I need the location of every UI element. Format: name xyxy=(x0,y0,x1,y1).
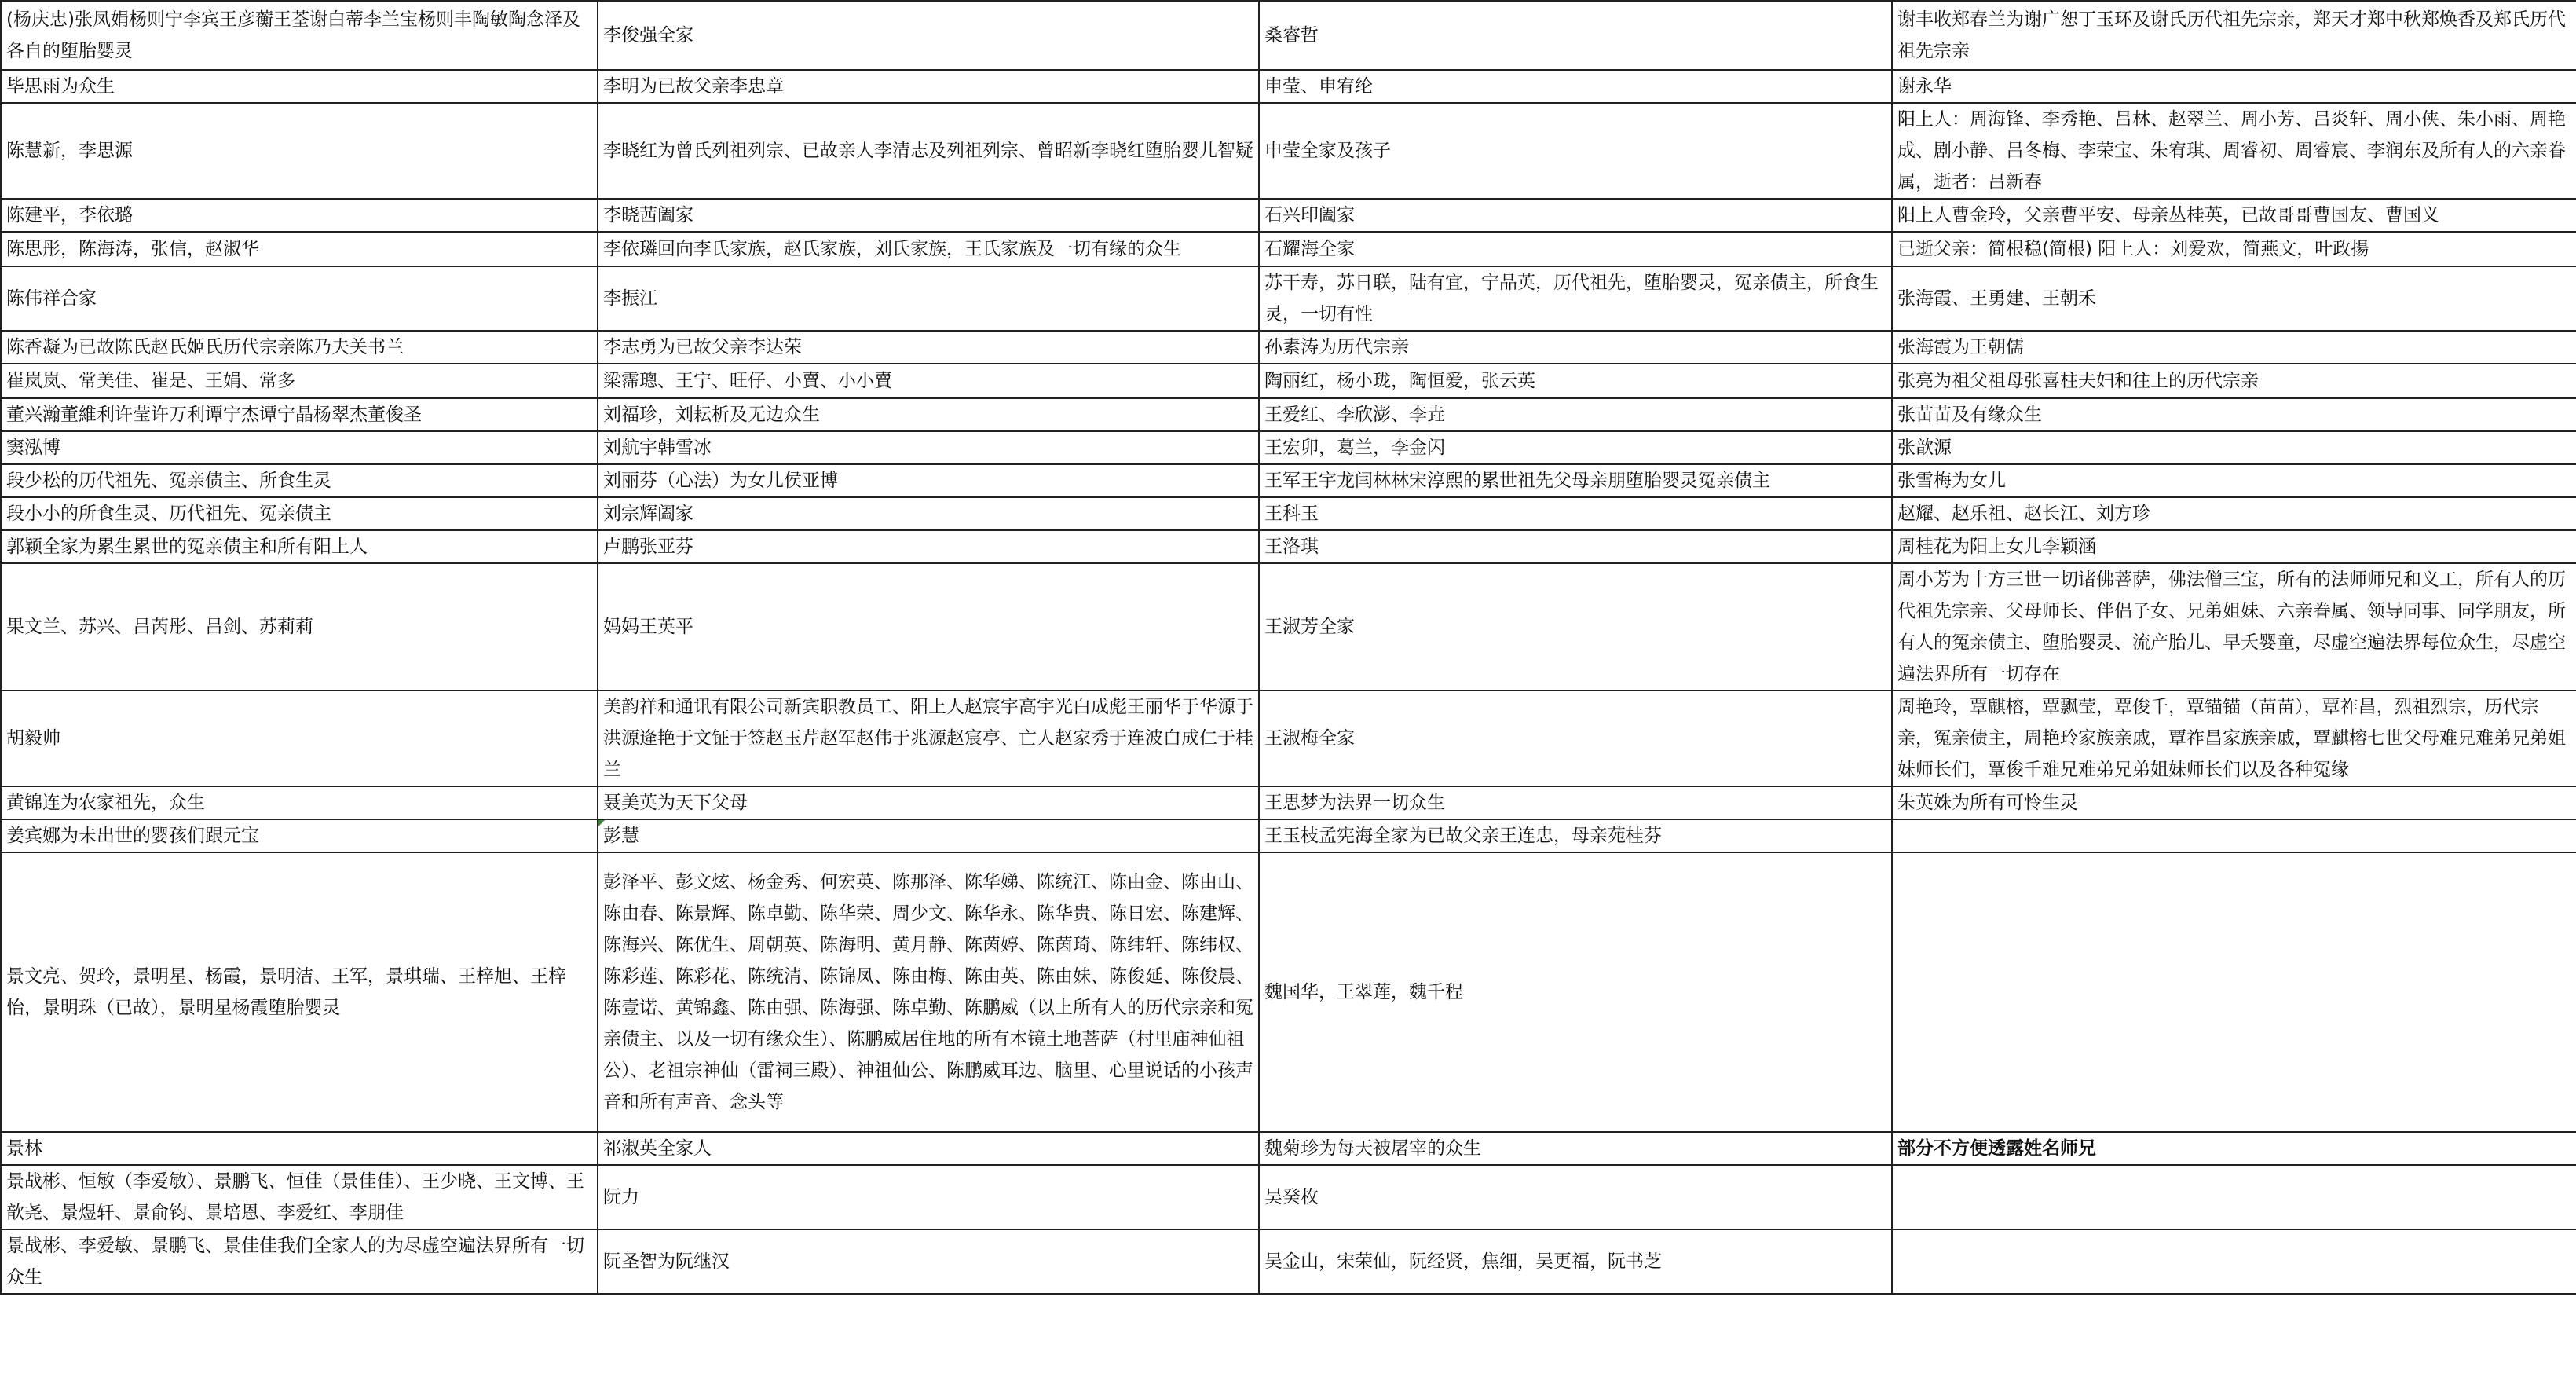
table-cell[interactable]: 卢鹏张亚芬 xyxy=(598,530,1259,563)
table-row xyxy=(1,852,2576,1132)
table-cell[interactable]: 王淑梅全家 xyxy=(1259,690,1892,786)
table-cell[interactable]: 阳上人：周海锋、李秀艳、吕林、赵翠兰、周小芳、吕炎轩、周小侠、朱小雨、周艳成、剧小静、吕冬梅、李荣宝、朱宥琪、周睿初、周睿宸、李润东及所有人的六亲眷属，逝者：吕新春 xyxy=(1892,103,2576,199)
table-cell[interactable]: 王军王宇龙闫林林宋淳熙的累世祖先父母亲朋堕胎婴灵冤亲债主 xyxy=(1259,464,1892,497)
table-cell[interactable]: 桑睿哲 xyxy=(1259,1,1892,70)
table-cell[interactable]: 妈妈王英平 xyxy=(598,563,1259,690)
table-cell[interactable]: 已逝父亲：简根稳(简根) 阳上人：刘爱欢，简燕文，叶政揚 xyxy=(1892,232,2576,266)
table-cell[interactable]: 石兴印阖家 xyxy=(1259,199,1892,232)
table-cell[interactable]: 毕思雨为众生 xyxy=(1,70,598,103)
table-cell[interactable] xyxy=(1892,852,2576,1132)
table-cell[interactable]: 刘宗辉阖家 xyxy=(598,497,1259,530)
table-cell[interactable]: 谢永华 xyxy=(1892,70,2576,103)
table-cell[interactable]: 张海霞为王朝儒 xyxy=(1892,331,2576,364)
table-cell[interactable] xyxy=(1892,1229,2576,1294)
table-cell[interactable]: 李晓茜阖家 xyxy=(598,199,1259,232)
table-row xyxy=(1,232,2576,266)
table-cell[interactable]: 景林 xyxy=(1,1132,598,1165)
table-cell[interactable]: 郭颖全家为累生累世的冤亲债主和所有阳上人 xyxy=(1,530,598,563)
table-cell[interactable]: 谢丰收郑春兰为谢广恕丁玉环及谢氏历代祖先宗亲，郑天才郑中秋郑焕香及郑氏历代祖先宗亲 xyxy=(1892,1,2576,70)
table-cell[interactable]: 景文亮、贺玲，景明星、杨霞，景明洁、王军，景琪瑞、王梓旭、王梓怡，景明珠（已故），景明星杨霞堕胎婴灵 xyxy=(1,852,598,1132)
table-row xyxy=(1,398,2576,431)
table-cell[interactable]: 聂美英为天下父母 xyxy=(598,786,1259,819)
table-cell[interactable]: 董兴瀚董維利许莹许万利谭宁杰谭宁晶杨翠杰董俊圣 xyxy=(1,398,598,431)
table-cell[interactable]: 李振江 xyxy=(598,266,1259,331)
table-cell[interactable]: 美韵祥和通讯有限公司新宾职教员工、阳上人赵宸宇高宇光白成彪王丽华于华源于洪源逄艳于文钲于签赵玉芹赵军赵伟于兆源赵宸亭、亡人赵家秀于连波白成仁于桂兰 xyxy=(598,690,1259,786)
table-cell[interactable]: 黄锦连为农家祖先，众生 xyxy=(1,786,598,819)
table-cell[interactable]: 阮力 xyxy=(598,1165,1259,1229)
table-cell[interactable]: 魏国华，王翠莲，魏千程 xyxy=(1259,852,1892,1132)
table-cell[interactable]: 祁淑英全家人 xyxy=(598,1132,1259,1165)
table-cell[interactable]: 彭泽平、彭文炫、杨金秀、何宏英、陈那泽、陈华娣、陈统江、陈由金、陈由山、陈由春、陈景辉、陈卓勤、陈华荣、周少文、陈华永、陈华贵、陈日宏、陈建辉、陈海兴、陈优生、周朝英、陈海明、黄月静、陈茵婷、陈茵琦、陈纬轩、陈纬权、陈彩莲、陈彩花、陈统清、陈锦凤、陈由梅、陈由英、陈由妹、陈俊延、陈俊晨、陈壹诺、黄锦鑫、陈由强、陈海强、陈卓勤、陈鹏威（以上所有人的历代宗亲和冤亲债主、以及一切有缘众生）、陈鹏威居住地的所有本镜土地菩萨（村里庙神仙祖公）、老祖宗神仙（雷祠三殿）、神祖仙公、陈鹏威耳边、脑里、心里说话的小孩声音和所有声音、念头等 xyxy=(598,852,1259,1132)
table-row xyxy=(1,464,2576,497)
table-cell[interactable]: 申莹、申宥纶 xyxy=(1259,70,1892,103)
table-cell[interactable]: 赵耀、赵乐祖、赵长江、刘方珍 xyxy=(1892,497,2576,530)
table-cell[interactable]: 王洛琪 xyxy=(1259,530,1892,563)
table-cell[interactable]: 部分不方便透露姓名师兄 xyxy=(1892,1132,2576,1165)
table-cell[interactable]: 张海霞、王勇建、王朝禾 xyxy=(1892,266,2576,331)
table-row xyxy=(1,331,2576,364)
table-cell[interactable]: 阳上人曹金玲，父亲曹平安、母亲丛桂英，已故哥哥曹国友、曹国义 xyxy=(1892,199,2576,232)
table-cell[interactable]: 刘航宇韩雪冰 xyxy=(598,431,1259,464)
table-cell[interactable]: 崔岚岚、常美佳、崔是、王娟、常多 xyxy=(1,364,598,398)
table-cell[interactable]: 陈思彤，陈海涛，张信，赵淑华 xyxy=(1,232,598,266)
table-row xyxy=(1,431,2576,464)
table-cell[interactable]: 李依璘回向李氏家族，赵氏家族，刘氏家族，王氏家族及一切有缘的众生 xyxy=(598,232,1259,266)
table-cell[interactable]: 吴癸枚 xyxy=(1259,1165,1892,1229)
table-row xyxy=(1,497,2576,530)
table-cell[interactable]: 王淑芳全家 xyxy=(1259,563,1892,690)
table-cell[interactable]: 李志勇为已故父亲李达荣 xyxy=(598,331,1259,364)
table-row xyxy=(1,819,2576,852)
table-cell[interactable]: 刘丽芬（心法）为女儿侯亚博 xyxy=(598,464,1259,497)
table-cell[interactable]: 王玉枝孟宪海全家为已故父亲王连忠，母亲苑桂芬 xyxy=(1259,819,1892,852)
table-cell[interactable]: 周艳玲，覃麒榕，覃飘莹，覃俊千，覃锚锚（苗苗），覃祚昌，烈祖烈宗，历代宗亲，冤亲债主，周艳玲家族亲戚，覃祚昌家族亲戚，覃麒榕七世父母难兄难弟兄弟姐妹师长们，覃俊千难兄难弟兄弟姐妹师长们以及各种冤缘 xyxy=(1892,690,2576,786)
table-row xyxy=(1,1229,2576,1294)
table-cell[interactable]: 张雪梅为女儿 xyxy=(1892,464,2576,497)
table-cell[interactable]: 苏干寿，苏日联，陆有宜，宁品英，历代祖先，堕胎婴灵，冤亲债主，所食生灵，一切有性 xyxy=(1259,266,1892,331)
table-cell[interactable]: 魏菊珍为每天被屠宰的众生 xyxy=(1259,1132,1892,1165)
table-cell[interactable]: 李明为已故父亲李忠章 xyxy=(598,70,1259,103)
table-cell[interactable]: 李俊强全家 xyxy=(598,1,1259,70)
table-cell[interactable]: 陶丽红，杨小珑，陶恒爱，张云英 xyxy=(1259,364,1892,398)
table-cell[interactable]: 果文兰、苏兴、吕芮彤、吕剑、苏莉莉 xyxy=(1,563,598,690)
table-cell[interactable]: 景战彬、李爱敏、景鹏飞、景佳佳我们全家人的为尽虚空遍法界所有一切众生 xyxy=(1,1229,598,1294)
table-cell[interactable]: 胡毅帅 xyxy=(1,690,598,786)
table-cell[interactable]: 陈伟祥合家 xyxy=(1,266,598,331)
table-cell[interactable]: 姜宾娜为未出世的婴孩们跟元宝 xyxy=(1,819,598,852)
table-cell[interactable]: 窦泓博 xyxy=(1,431,598,464)
table-cell[interactable]: 王科玉 xyxy=(1259,497,1892,530)
table-cell[interactable]: 段小小的所食生灵、历代祖先、冤亲债主 xyxy=(1,497,598,530)
table-row xyxy=(1,70,2576,103)
table-cell[interactable] xyxy=(1892,1165,2576,1229)
table-cell[interactable]: 张苗苗及有缘众生 xyxy=(1892,398,2576,431)
spreadsheet-body xyxy=(1,1,2576,1294)
table-cell[interactable]: 王思梦为法界一切众生 xyxy=(1259,786,1892,819)
table-cell[interactable]: 申莹全家及孩子 xyxy=(1259,103,1892,199)
table-row xyxy=(1,530,2576,563)
table-row xyxy=(1,199,2576,232)
table-cell[interactable]: 陈建平，李依璐 xyxy=(1,199,598,232)
table-cell[interactable]: 孙素涛为历代宗亲 xyxy=(1259,331,1892,364)
table-cell[interactable]: 张亮为祖父祖母张喜柱夫妇和往上的历代宗亲 xyxy=(1892,364,2576,398)
table-row xyxy=(1,103,2576,199)
table-cell[interactable]: 张歆源 xyxy=(1892,431,2576,464)
table-cell[interactable]: 刘福珍，刘耘析及无边众生 xyxy=(598,398,1259,431)
table-cell[interactable]: 段少松的历代祖先、冤亲债主、所食生灵 xyxy=(1,464,598,497)
table-cell[interactable]: 李晓红为曾氏列祖列宗、已故亲人李清志及列祖列宗、曾昭新李晓红堕胎婴儿智疑 xyxy=(598,103,1259,199)
table-cell[interactable] xyxy=(1892,819,2576,852)
table-cell[interactable]: 王爱红、李欣澎、李垚 xyxy=(1259,398,1892,431)
table-row xyxy=(1,1132,2576,1165)
table-row xyxy=(1,266,2576,331)
table-cell[interactable]: 石耀海全家 xyxy=(1259,232,1892,266)
table-cell[interactable]: 周桂花为阳上女儿李颖涵 xyxy=(1892,530,2576,563)
table-row xyxy=(1,786,2576,819)
table-row xyxy=(1,364,2576,398)
table-cell[interactable]: 陈慧新，李思源 xyxy=(1,103,598,199)
table-cell[interactable]: 梁霈璁、王宁、旺仔、小賣、小小賣 xyxy=(598,364,1259,398)
table-cell[interactable]: 朱英姝为所有可怜生灵 xyxy=(1892,786,2576,819)
table-row xyxy=(1,1165,2576,1229)
table-row xyxy=(1,1,2576,70)
table-cell[interactable]: 阮圣智为阮继汉 xyxy=(598,1229,1259,1294)
table-cell[interactable]: (杨庆忠)张凤娟杨则宁李宾王彦蘅王荃谢白蒂李兰宝杨则丰陶敏陶念泽及各自的堕胎婴灵 xyxy=(1,1,598,70)
table-row xyxy=(1,690,2576,786)
table-row xyxy=(1,563,2576,690)
table-cell[interactable]: 周小芳为十方三世一切诸佛菩萨，佛法僧三宝，所有的法师师兄和义工，所有人的历代祖先宗亲、父母师长、伴侣子女、兄弟姐妹、六亲眷属、领导同事、同学朋友，所有人的冤亲债主、堕胎婴灵、流产胎儿、早夭婴童，尽虚空遍法界每位众生，尽虚空遍法界所有一切存在 xyxy=(1892,563,2576,690)
table-cell[interactable]: 陈香凝为已故陈氏赵氏姬氏历代宗亲陈乃夫关书兰 xyxy=(1,331,598,364)
table-cell[interactable]: 王宏卯，葛兰，李金闪 xyxy=(1259,431,1892,464)
table-cell[interactable]: 吴金山，宋荣仙，阮经贤，焦细，吴更福，阮书芝 xyxy=(1259,1229,1892,1294)
table-cell[interactable]: 彭慧 xyxy=(598,819,1259,852)
table-cell[interactable]: 景战彬、恒敏（李爱敏）、景鹏飞、恒佳（景佳佳）、王少晓、王文博、王歆尧、景煜轩、景俞钧、景培恩、李爱红、李朋佳 xyxy=(1,1165,598,1229)
